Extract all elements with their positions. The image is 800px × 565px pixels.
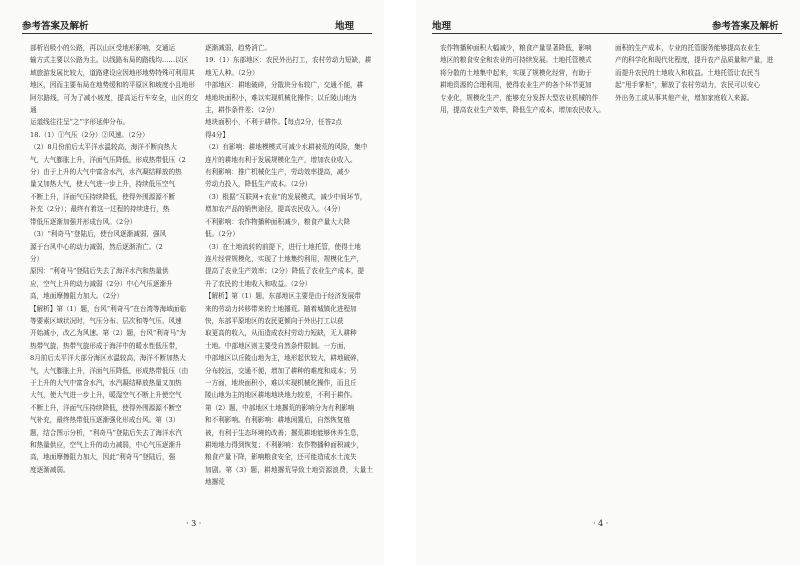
text-line: 来的劳动力转移带来的土地撂荒。随着城镇化进程加 (205, 304, 357, 313)
text-line: 地地块面积小，难以实现机械化操作；以丘陵山地为 (205, 93, 357, 102)
column-left (440, 42, 608, 122)
text-line: 中部地区：耕地破碎，分散块分布较广，交通不便，耕 (205, 81, 364, 90)
column-right (205, 42, 373, 512)
text-line: （3）根据“互联网+农业”的发展模式，减少中间环节， (205, 192, 367, 201)
header-right: 地理 (335, 21, 355, 32)
text-line: 阿尔路线，可为了减小坡度，提高运行车安全，山区的交通 (30, 93, 198, 115)
text-line: 中部地区以丘陵山地为主，地形起伏较大，耕地破碎， (205, 354, 364, 363)
text-line: 高，地面摩擦阻力加大。（2分） (30, 292, 124, 301)
text-line: 8月前后太平洋大部分海区水温较高，海洋不断加热大 (30, 354, 186, 363)
text-line: 得4分】 (205, 130, 229, 139)
text-line: （2）8月份前后太平洋水温较高，海洋不断向热大 (30, 143, 177, 152)
text-line: 和不利影响。有利影响：耕地闲置后，自然恢复植 (205, 416, 351, 425)
page-number: · 3 · (186, 519, 202, 528)
text-line: 运道线往往呈“之”字形延伸分布。 (30, 118, 130, 127)
text-line: 域旅游发展比较大，道路建设应因地形地势特殊可利用其 (30, 68, 195, 77)
header-rule (22, 33, 372, 34)
text-line: 陵山地为主的地区耕地地块地力较差，不利于耕作。 (205, 391, 357, 400)
page-4 (416, 0, 800, 565)
text-line: 18.（1）①气压（2分）②风速。（2分） (30, 130, 149, 139)
text-line: 面积的生产成本，专业的托管服务能够提高农业生 (615, 44, 761, 52)
text-line: 劳动力投入，降低生产成本。（2分） (205, 180, 312, 189)
text-line: 分） (30, 254, 44, 263)
text-line: 粮食产量下降，影响粮食安全，还可能造成水土流失 (205, 453, 357, 462)
text-line: 不断上升，洋面气压持续降低，使得外围源源不断空 (30, 403, 182, 412)
text-line: 源于台风中心的动力减弱，然后逐渐消亡。（2 (30, 242, 163, 251)
text-line: 和热量供应，空气上升的动力减弱，中心气压逐渐升 (30, 441, 182, 449)
column-left (30, 42, 198, 512)
text-line: 升了农民的土地收入和收益。（2分） (205, 279, 312, 288)
text-line: 提高了农业生产效率；（2分）降低了农业生产成本，提 (205, 267, 365, 276)
text-line: （3）在土地流转的前提下，进行土地托管，使得土地 (205, 242, 361, 251)
text-line: 被，有利于生态环境的改善；撂荒耕地能够休养生息， (205, 428, 364, 437)
text-line: （3）“利奇马”登陆后，使台风逐渐减弱，强风 (30, 230, 167, 239)
page-number: · 4 · (593, 519, 609, 528)
text-line: 开始减小，改乙为风速。第（2）题，台风“利奇马”为 (30, 329, 186, 338)
text-line: 土地。中部地区则主要受自然条件限制。一方面， (205, 341, 351, 350)
text-line: 于上升的大气中富含水汽，水汽凝结释放热量又加热 (30, 378, 182, 387)
text-line: 【解析】第（1）题，台风“利奇马”在台湾等海域面临 (30, 304, 186, 313)
text-line: 分布较远，交通不便，增加了耕种的难度和成本；另 (205, 366, 357, 375)
text-line: 连片的耕地有利于发展规模化生产，增加农业收入。 (205, 155, 357, 164)
text-line: 加剧。第（3）题，耕地撂荒导致土地资源浪费，大量土地撂荒 (205, 465, 373, 487)
text-line: 19.（1）东部地区：农民外出打工，农村劳动力短缺，耕 (205, 56, 372, 65)
text-line: 输方式主要以公路为主。以线路布局的路线均……以区 (30, 56, 189, 65)
text-line: 耕地资源的合理利用，使得农业生产的各个环节更加 (440, 81, 592, 90)
text-line: 地块面积小，不利于耕作。【每点2分，任答2点 (205, 118, 342, 127)
text-line: 增加农产品的销售途径，提高农民收入。（4分） (205, 205, 345, 214)
text-line: 用，提高农业生产效率，降低生产成本，增加农民收入。 (440, 106, 605, 115)
text-line: 地无人种。（2分） (205, 68, 259, 77)
text-line: 有利影响：推广机械化生产，劳动效率提高，减少 (205, 168, 351, 177)
text-line: 等要素区域状况时，气压分布、层次和等气压、风速 (30, 316, 182, 325)
text-line: 起“甩手掌柜”，解放了农村劳动力，农民可以安心 (615, 81, 761, 90)
text-line: 产的科学化和现代化程度，提升农产品质量和产量，进 (615, 56, 774, 65)
column-right (615, 42, 783, 122)
text-line: 第（2）题，中部地区土地撂荒的影响分为有利影响 (205, 403, 355, 412)
text-line: 地区，因而主要布局在地势缓和的平原区和坡度小且地形 (30, 81, 195, 90)
text-line: 补充（2分）；最终有着这一过程的持续进行，热 (30, 205, 170, 214)
text-line: 量又加热大气，使大气进一步上升，持续低压空气 (30, 180, 176, 189)
header-right: 参考答案及解析 (712, 21, 779, 32)
text-line: 外出务工或从事其他产业，增加家庭收入来源。 (615, 93, 754, 102)
text-line: 快，东部平原地区的农民更倾向于外出打工以获 (205, 316, 344, 325)
header-left: 地理 (432, 21, 452, 32)
text-line: 不断上升，洋面气压持续降低，使得外围源源不断 (30, 192, 176, 201)
text-line: （2）有影响：耕地模模式可减少水耕被荒的风险，集中 (205, 143, 368, 152)
header-rule (432, 33, 782, 34)
text-line: 专业化，规模化生产，能够充分发挥大型农业机械的作 (440, 93, 599, 102)
text-line: 气，大气膨胀上升，洋面气压降低，形成热带低压（2 (30, 155, 186, 164)
text-line: 原因：“利奇马”登陆后失去了海洋水汽和热量供 (30, 267, 169, 276)
text-line: 带低压逐渐加强并形成台风。（2分） (30, 217, 137, 226)
text-line: 部析岩吸小的公路，再以山区受地形影响，交通运 (30, 44, 176, 52)
text-line: 气补充，最终热带低压逐渐强化形成台风。第（3） (30, 416, 180, 425)
text-line: 热带气旋，热带气旋形成于海洋中的暖水性低压带， (30, 341, 182, 350)
text-line: 而提升农民的土地收入和收益。土地托管让农民当 (615, 68, 761, 77)
text-line: 气，大气膨胀上升，洋面气压降低，形成热带低压（由 (30, 366, 189, 375)
text-line: 高，地面摩擦阻力加大，因此“利奇马”登陆后，强 (30, 453, 176, 462)
text-line: 分）由于上升的大气中富含水汽，水汽凝结释放的热 (30, 168, 182, 177)
text-line: 低。（2分） (205, 230, 239, 239)
text-line: 取更高的收入，从而造成农村劳动力短缺，无人耕种 (205, 329, 357, 338)
page-3 (0, 0, 384, 565)
text-line: 题，结合图示分析，“利奇马”登陆后失去了海洋水汽 (30, 428, 182, 437)
text-line: 【解析】第（1）题，东部地区主要是由于经济发展带 (205, 292, 361, 301)
text-line: 度逐渐减弱。 (30, 465, 70, 474)
text-line: 将分散的土地集中起来，实现了规模化经营，有助于 (440, 68, 592, 77)
text-line: 应，空气上升的动力减弱（2分）中心气压逐渐升 (30, 279, 173, 288)
text-line: 一方面，地块面积小，难以实现机械化操作，而且丘 (205, 378, 357, 387)
text-line: 大气，使大气进一步上升，暖湿空气不断上升使空气 (30, 391, 182, 400)
header-left: 参考答案及解析 (22, 21, 89, 32)
text-line: 农作物播种面积大幅减少，粮食产量显著降低，影响 (440, 44, 592, 52)
text-line: 连片经营规模化，实现了土地集约利用，规模化生产， (205, 254, 364, 263)
text-line: 逐渐减弱，趋势消亡。 (205, 44, 271, 52)
text-line: 主，耕作条件差；（2分） (205, 106, 279, 115)
text-line: 不利影响：农作物播种面积减少，粮食产量大大降 (205, 217, 351, 226)
text-line: 地区的粮食安全和农业的可持续发展。土地托管模式 (440, 56, 592, 65)
text-line: 耕地地力得到恢复；不利影响：农作物播种面积减少， (205, 441, 364, 449)
